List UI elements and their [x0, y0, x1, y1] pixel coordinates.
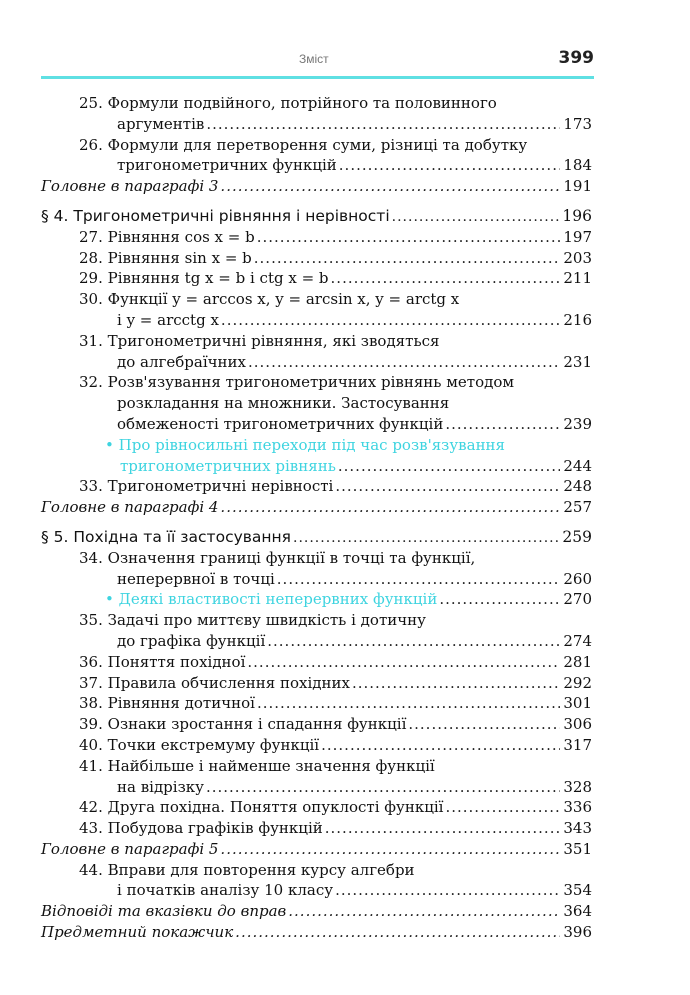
toc-page-number: 274	[563, 631, 592, 650]
toc-entry-text: Найбільше і найменше значення функції	[107, 756, 435, 775]
toc-entry-label	[117, 569, 275, 590]
toc-entry-label	[79, 331, 439, 352]
dot-leader	[392, 206, 560, 228]
toc-entry-text: Побудова графіків функцій	[107, 819, 323, 838]
toc-entry-cont[interactable]	[41, 880, 592, 901]
toc-page-number: 239	[563, 414, 592, 433]
toc-entry-label	[79, 652, 245, 673]
toc-entry-text: аргументів	[117, 114, 205, 133]
toc-entry-text: Рівняння дотичної	[107, 694, 255, 713]
toc-entry-text: Тригонометричні рівняння і нерівності	[73, 206, 390, 225]
toc-entry-item[interactable]	[41, 797, 592, 818]
toc-page-number: 354	[563, 881, 592, 900]
toc-entry-text: Відповіді та вказівки до вправ	[41, 902, 287, 921]
toc-entry-label	[79, 714, 406, 735]
toc-entry-section[interactable]	[41, 527, 592, 548]
toc-entry-text: Про рівносильні переходи під час розв'язування	[118, 435, 506, 454]
toc-entry-text: на відрізку	[117, 777, 204, 796]
toc-entry-number: 34.	[79, 548, 103, 567]
toc-entry-number: 41.	[79, 756, 103, 775]
dot-leader	[338, 456, 560, 477]
toc-entry-number: § 5.	[41, 527, 69, 546]
toc-entry-number: 44.	[79, 860, 103, 879]
toc-entry-number: 33.	[79, 477, 103, 496]
dot-leader	[220, 839, 560, 860]
toc-entry-item[interactable]	[41, 268, 592, 289]
dot-leader	[339, 155, 560, 176]
page-number: 399	[558, 48, 594, 68]
toc-entry-text: Тригонометричні рівняння, які зводяться	[107, 331, 440, 350]
dot-leader	[331, 268, 560, 289]
toc-page-number: 306	[563, 715, 592, 734]
toc-page-number: 248	[563, 477, 592, 496]
bullet-icon: •	[105, 435, 114, 454]
toc-entry-item[interactable]	[41, 372, 592, 393]
toc-entry-summary[interactable]	[41, 176, 592, 197]
toc-entry-item[interactable]	[41, 714, 592, 735]
toc-entry-text: розкладання на множники. Застосування	[117, 394, 450, 413]
toc-entry-item[interactable]	[41, 860, 592, 881]
toc-entry-label	[79, 610, 426, 631]
toc-entry-number: 31.	[79, 331, 103, 350]
toc-page-number: 292	[563, 673, 592, 692]
toc-entry-item[interactable]	[41, 652, 592, 673]
toc-entry-label	[117, 114, 204, 135]
dot-leader	[267, 631, 560, 652]
toc-entry-label	[79, 735, 319, 756]
toc-page-number: 364	[563, 902, 592, 921]
toc-page-number: 270	[563, 590, 592, 609]
toc-entry-text: неперервної в точці	[117, 569, 275, 588]
toc-entry-item[interactable]	[41, 476, 592, 497]
toc-entry-number: 43.	[79, 819, 103, 838]
toc-entry-label	[117, 777, 204, 798]
toc-entry-label	[79, 860, 415, 881]
toc-page-number: 211	[563, 269, 592, 288]
toc-entry-text: Точки екстремуму функції	[107, 735, 320, 754]
toc-entry-cont[interactable]	[41, 114, 592, 135]
toc-entry-label	[79, 289, 459, 310]
toc-entry-text: Друга похідна. Поняття опуклості функції	[107, 798, 444, 817]
toc-entry-number: 26.	[79, 135, 103, 154]
toc-entry-text: обмеженості тригонометричних функцій	[117, 414, 444, 433]
toc-entry-text: Поняття похідної	[107, 652, 246, 671]
toc-entry-text: Рівняння sin x = b	[107, 248, 252, 267]
toc-entry-number: 40.	[79, 735, 103, 754]
toc-entry-text: і початків аналізу 10 класу	[117, 881, 334, 900]
toc-entry-summary[interactable]	[41, 497, 592, 518]
toc-entry-summary[interactable]	[41, 922, 592, 943]
toc-entry-number: 27.	[79, 227, 103, 246]
toc-entry-number: § 4.	[41, 206, 69, 225]
toc-entry-text: Похідна та її застосування	[73, 527, 291, 546]
toc-page-number: 216	[563, 310, 592, 329]
dot-leader	[335, 476, 560, 497]
toc-entry-label	[79, 756, 435, 777]
toc-entry-label	[79, 372, 514, 393]
toc-page-number: 257	[563, 498, 592, 517]
toc-entry-label	[41, 922, 233, 943]
toc-entry-text: Головне в параграфі 3	[41, 177, 219, 196]
toc-entry-bullet-cont[interactable]	[41, 456, 592, 477]
toc-entry-number: 35.	[79, 611, 103, 630]
toc-entry-text: Вправи для повторення курсу алгебри	[107, 860, 415, 879]
toc-entry-number: 32.	[79, 373, 103, 392]
toc-entry-item[interactable]	[41, 289, 592, 310]
toc-entry-text: Задачі про миттєву швидкість і дотичну	[107, 611, 426, 630]
toc-entry-text: тригонометричних функцій	[117, 156, 337, 175]
toc-entry-label	[41, 901, 286, 922]
toc-entry-label	[105, 589, 437, 610]
dot-leader	[235, 922, 560, 943]
toc-entry-item[interactable]	[41, 135, 592, 156]
dot-leader	[408, 714, 560, 735]
dot-leader	[206, 114, 560, 135]
toc-entry-label	[41, 206, 390, 227]
toc-page-number: 196	[562, 206, 592, 225]
dot-leader	[257, 227, 560, 248]
toc-entry-cont[interactable]	[41, 352, 592, 373]
toc-entry-number: 42.	[79, 798, 103, 817]
toc-entry-label	[117, 414, 443, 435]
running-title: Зміст	[299, 52, 329, 66]
toc-entry-bullet[interactable]	[41, 589, 592, 610]
toc-page-number: 259	[562, 527, 592, 546]
toc-page-number: 396	[563, 923, 592, 942]
toc-entry-number: 39.	[79, 715, 103, 734]
toc-entry-summary[interactable]	[41, 839, 592, 860]
dot-leader	[325, 818, 560, 839]
toc-entry-item[interactable]	[41, 331, 592, 352]
toc-entry-label	[79, 268, 329, 289]
toc-entry-item[interactable]	[41, 248, 592, 269]
toc-entry-text: тригонометричних рівнянь	[120, 456, 336, 475]
toc-entry-text: Головне в параграфі 5	[41, 839, 219, 858]
toc-entry-text: Правила обчислення похідних	[107, 673, 350, 692]
page-header	[41, 48, 594, 80]
toc-entry-label	[79, 693, 255, 714]
toc-entry-text: Рівняння tg x = b і ctg x = b	[107, 269, 329, 288]
toc-entry-item[interactable]	[41, 693, 592, 714]
toc-entry-label	[117, 155, 337, 176]
toc-entry-bullet[interactable]	[41, 435, 592, 456]
toc-entry-label	[41, 497, 218, 518]
toc-entry-text: до алгебраїчних	[117, 352, 246, 371]
toc-entry-label	[117, 352, 246, 373]
toc-page-number: 343	[563, 819, 592, 838]
toc-entry-text: Головне в параграфі 4	[41, 498, 219, 517]
toc-entry-item[interactable]	[41, 610, 592, 631]
toc-page-number: 203	[563, 248, 592, 267]
toc-page-number: 336	[563, 798, 592, 817]
toc-entry-label	[41, 176, 218, 197]
dot-leader	[220, 497, 560, 518]
dot-leader	[445, 414, 560, 435]
toc-entry-number: 29.	[79, 269, 103, 288]
dot-leader	[293, 527, 560, 549]
bullet-icon: •	[105, 590, 114, 609]
toc-page-number: 184	[563, 156, 592, 175]
dot-leader	[277, 569, 560, 590]
toc-entry-cont[interactable]	[41, 393, 592, 414]
toc-page-number: 328	[563, 777, 592, 796]
toc-entry-text: Формули для перетворення суми, різниці та добутку	[107, 135, 528, 154]
toc-entry-text: Рівняння cos x = b	[107, 227, 255, 246]
toc-entry-text: Предметний покажчик	[41, 923, 234, 942]
toc-entry-label	[79, 227, 255, 248]
toc-entry-item[interactable]	[41, 735, 592, 756]
toc-entry-text: Формули подвійного, потрійного та половинного	[107, 94, 497, 112]
toc-entry-section[interactable]	[41, 206, 592, 227]
toc-entry-item[interactable]	[41, 756, 592, 777]
toc-entry-label	[117, 393, 449, 414]
toc-page-number: 231	[563, 352, 592, 371]
toc-entry-text: Тригонометричні нерівності	[107, 477, 334, 496]
toc-entry-label	[79, 673, 350, 694]
dot-leader	[221, 310, 560, 331]
toc-entry-text: і y = arcctg x	[117, 310, 219, 329]
toc-entry-cont[interactable]	[41, 310, 592, 331]
toc-page-number: 197	[563, 227, 592, 246]
toc-entry-number: 30.	[79, 290, 103, 309]
toc-entry-item[interactable]	[41, 673, 592, 694]
toc-entry-number: 28.	[79, 248, 103, 267]
toc-entry-item[interactable]	[41, 548, 592, 569]
toc-entry-label	[41, 527, 291, 548]
toc-entry-label	[79, 818, 323, 839]
header-rule	[41, 76, 594, 79]
toc-entry-number: 36.	[79, 652, 103, 671]
toc-entry-text: Означення границі функції в точці та функції,	[107, 548, 476, 567]
toc-entry-text: до графіка функції	[117, 631, 266, 650]
toc-entry-item[interactable]	[41, 93, 592, 114]
toc-page-number: 173	[563, 114, 592, 133]
toc-entry-label	[120, 456, 336, 477]
dot-leader	[254, 248, 560, 269]
toc-entry-label	[117, 880, 333, 901]
toc-page-number: 244	[563, 456, 592, 475]
toc-entry-label	[117, 310, 219, 331]
dot-leader	[335, 880, 560, 901]
toc-entry-label	[79, 548, 475, 569]
toc-page-number: 191	[563, 177, 592, 196]
toc-entry-label	[79, 476, 333, 497]
toc-entry-label	[79, 248, 252, 269]
dot-leader	[445, 797, 560, 818]
toc-entry-number: 38.	[79, 694, 103, 713]
toc-entry-cont[interactable]	[41, 631, 592, 652]
dot-leader	[220, 176, 560, 197]
dot-leader	[257, 693, 560, 714]
dot-leader	[247, 652, 560, 673]
toc-entry-summary[interactable]	[41, 901, 592, 922]
toc-page-number: 260	[563, 569, 592, 588]
toc-entry-item[interactable]	[41, 227, 592, 248]
toc-entry-label	[79, 135, 527, 156]
dot-leader	[206, 777, 560, 798]
toc-entry-number: 25.	[79, 94, 103, 112]
toc-page-number: 281	[563, 652, 592, 671]
toc-entry-cont[interactable]	[41, 569, 592, 590]
toc-entry-label	[117, 631, 265, 652]
toc-entry-cont[interactable]	[41, 777, 592, 798]
toc-entry-label	[79, 797, 443, 818]
toc-entry-text: Розв'язування тригонометричних рівнянь методом	[107, 373, 515, 392]
dot-leader	[248, 352, 560, 373]
dot-leader	[439, 589, 560, 610]
toc-entry-label	[105, 435, 505, 456]
toc-entry-label	[41, 839, 218, 860]
dot-leader	[321, 735, 560, 756]
toc-entry-cont[interactable]	[41, 155, 592, 176]
toc-entry-label	[79, 93, 497, 114]
toc-entry-text: Деякі властивості неперервних функцій	[118, 590, 438, 609]
table-of-contents	[41, 93, 592, 943]
toc-entry-item[interactable]	[41, 818, 592, 839]
dot-leader	[288, 901, 560, 922]
toc-page-number: 351	[563, 839, 592, 858]
toc-entry-cont[interactable]	[41, 414, 592, 435]
dot-leader	[352, 673, 560, 694]
toc-page-number: 317	[563, 735, 592, 754]
toc-entry-number: 37.	[79, 673, 103, 692]
toc-entry-text: Ознаки зростання і спадання функції	[107, 715, 407, 734]
toc-page-number: 301	[563, 694, 592, 713]
toc-entry-text: Функції y = arccos x, y = arcsin x, y = arctg x	[107, 290, 460, 309]
